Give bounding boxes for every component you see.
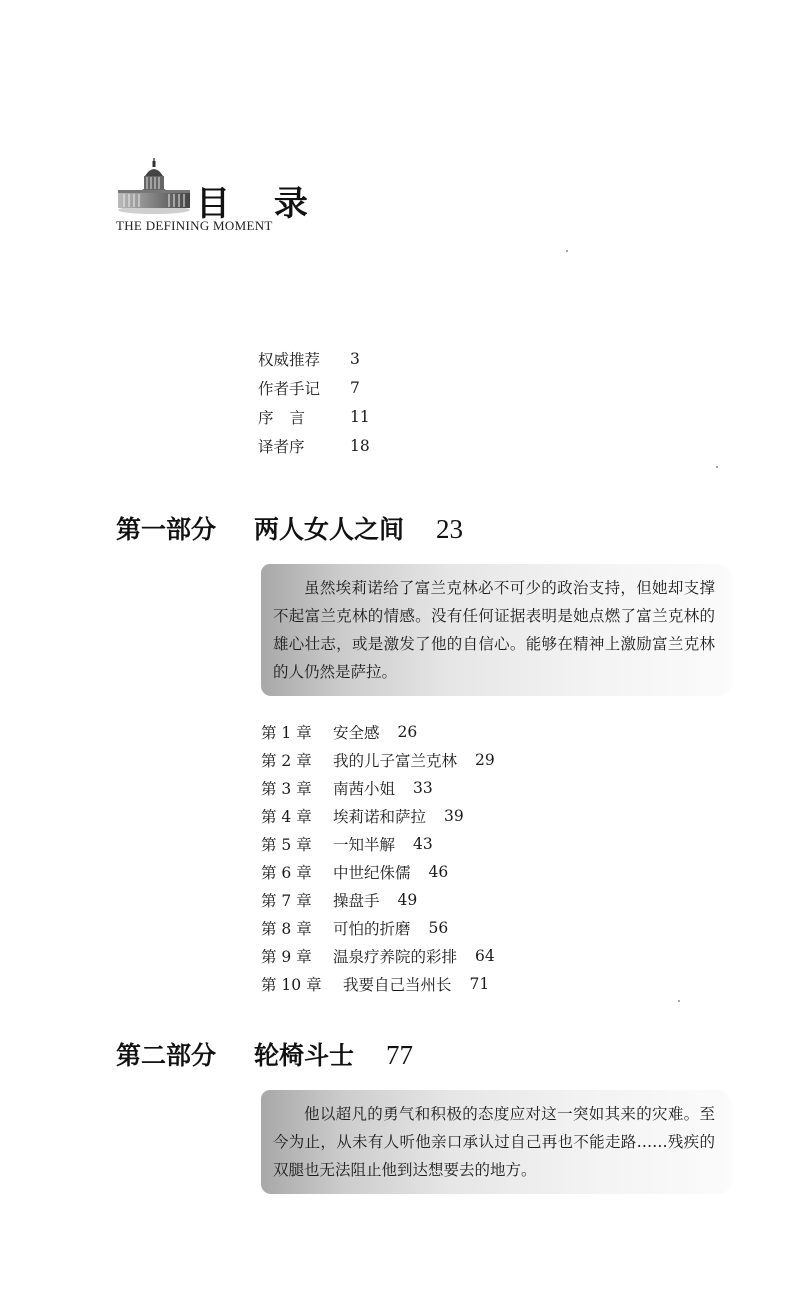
chapter-number: 第 5 章 [261,836,312,854]
part-summary-box: 他以超凡的勇气和积极的态度应对这一突如其来的灾难。至今为止，从未有人听他亲口承认过自己再也不能走路……残疾的双腿也无法阻止他到达想要去的地方。 [261,1090,731,1194]
front-matter-label: 序言 [258,408,322,427]
part-heading[interactable] [116,1036,736,1072]
chapter-item[interactable] [261,970,736,998]
front-matter-label: 译者序 [258,437,305,456]
chapter-item[interactable] [261,718,736,746]
chapter-number: 第 10 章 [261,976,322,994]
chapter-page: 46 [428,863,449,881]
chapter-page: 49 [397,891,418,909]
part-number: 第二部分 [116,1041,217,1070]
part-number: 第一部分 [116,515,217,544]
chapter-number: 第 9 章 [261,948,312,966]
chapter-item[interactable] [261,942,736,970]
chapter-page: 29 [475,751,495,769]
chapter-number: 第 8 章 [261,920,312,938]
part-summary-box: 虽然埃莉诺给了富兰克林必不可少的政治支持，但她却支撑不起富兰克林的情感。没有任何证据表明是她点燃了富兰克林的雄心壮志，或是激发了他的自信心。能够在精神上激励富兰克林的人仍然是萨拉。 [261,564,731,696]
book-subtitle: THE DEFINING MOMENT [116,218,273,233]
chapter-number: 第 1 章 [261,724,312,742]
front-matter-page: 3 [350,349,360,368]
chapter-item[interactable] [261,886,736,914]
chapter-page: 39 [444,807,464,825]
chapter-number: 第 4 章 [261,808,312,826]
front-matter-label: 权威推荐 [258,350,321,369]
chapter-page: 26 [397,723,418,741]
chapter-number: 第 3 章 [261,780,312,798]
chapter-page: 33 [413,779,433,797]
chapter-item[interactable] [261,914,736,942]
part-section [116,510,736,998]
front-matter-list [258,344,558,460]
part-title: 轮椅斗士 [254,1041,355,1070]
toc-header [116,150,416,240]
front-matter-page: 7 [350,378,360,397]
chapter-title: 安全感 [333,724,380,742]
front-matter-label: 作者手记 [258,379,321,398]
chapter-title: 温泉疗养院的彩排 [333,948,458,966]
scan-speck [566,250,568,252]
part-heading[interactable] [116,510,736,546]
chapter-item[interactable] [261,746,736,774]
chapter-item[interactable] [261,802,736,830]
front-matter-item[interactable] [258,402,558,431]
part-page: 77 [386,1040,414,1070]
chapter-page: 64 [475,947,495,965]
chapter-page: 71 [469,975,490,993]
chapter-item[interactable] [261,830,736,858]
chapter-list [261,718,736,998]
chapter-title: 中世纪侏儒 [333,864,411,882]
chapter-page: 56 [428,919,449,937]
page-title: 目 录 [196,184,324,224]
scan-speck [678,1000,680,1002]
chapter-title: 我的儿子富兰克林 [333,752,458,770]
front-matter-page: 11 [350,407,370,426]
chapter-title: 埃莉诺和萨拉 [333,808,427,826]
front-matter-item[interactable] [258,431,558,460]
chapter-item[interactable] [261,774,736,802]
front-matter-item[interactable] [258,344,558,373]
chapter-number: 第 6 章 [261,864,312,882]
chapter-number: 第 7 章 [261,892,312,910]
front-matter-item[interactable] [258,373,558,402]
part-title: 两人女人之间 [254,515,405,544]
capitol-building-icon [116,158,192,214]
front-matter-page: 18 [350,436,370,455]
chapter-item[interactable] [261,858,736,886]
scan-speck [716,466,718,468]
chapter-title: 操盘手 [333,892,380,910]
part-section [116,1036,736,1194]
chapter-number: 第 2 章 [261,752,312,770]
part-page: 23 [436,514,464,544]
chapter-title: 可怕的折磨 [333,920,411,938]
chapter-title: 我要自己当州长 [343,976,452,994]
chapter-page: 43 [413,835,433,853]
chapter-title: 南茜小姐 [333,780,396,798]
chapter-title: 一知半解 [333,836,396,854]
